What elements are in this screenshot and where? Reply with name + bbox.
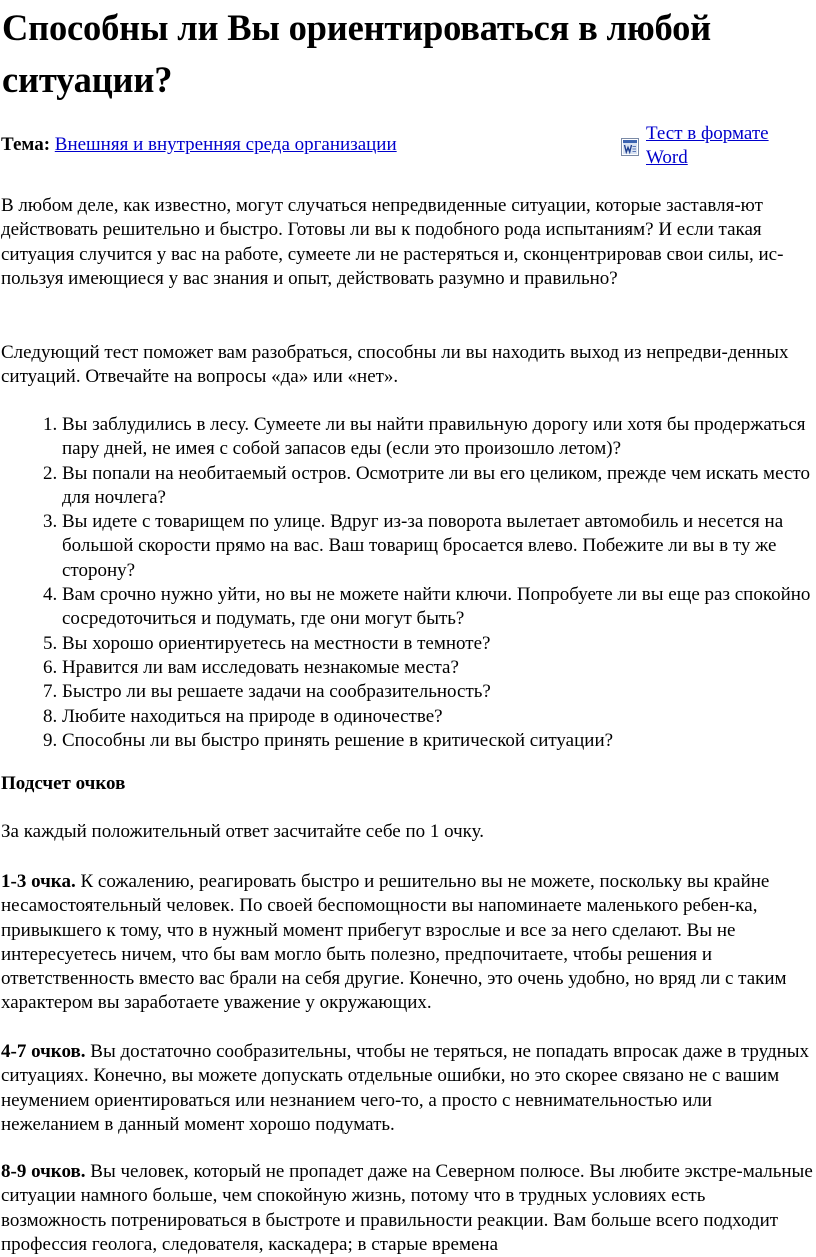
page-title: Способны ли Вы ориентироваться в любой ситуации? (2, 7, 711, 100)
topic-row (0, 123, 816, 180)
list-item: 1. Вы заблудились в лесу. Сумеете ли вы найти правильную дорогу или хотя бы продержаться пару дней, не имея с собой запасов еды (если это произошло летом)? (62, 413, 814, 462)
result-paragraph (1, 1040, 814, 1137)
intro-paragraph: В любом деле, как известно, могут случаться непредвиденные ситуации, которые заставля-ют действовать решительно и быстро. Готовы ли вы к подобного рода испытаниям? И если такая ситуация случится у вас на работе, сумеете ли не растеряться и, сконцентрировав свои силы, ис-пользуя имеющиеся у вас знания и опыт, действовать разумно и правильно? (1, 195, 784, 289)
list-item: 5. Вы хорошо ориентируетесь на местности в темноте? (62, 632, 814, 656)
topic-link[interactable]: Внешняя и внутренняя среда организации (54, 134, 397, 155)
list-item: 9. Способны ли вы быстро принять решение в критической ситуации? (62, 729, 814, 753)
result-range: 4-7 очков. (1, 1041, 86, 1062)
word-format-link[interactable]: Тест в формате Word (646, 123, 769, 168)
list-item: 6. Нравится ли вам исследовать незнакомые места? (62, 656, 814, 680)
result-range: 1-3 очка. (1, 871, 76, 892)
result-text: К сожалению, реагировать быстро и решительно вы не можете, поскольку вы крайне несамостоятельный человек. По своей беспомощности вы напоминаете маленького ребен-ка, привыкшего к тому, что в нужный момент прибегут взрослые и все за него сделают. Вы не интересуетесь ничем, что бы вам могло быть полезно, предпочитаете, чтобы решения и ответственность вместо вас брали на себя другие. Конечно, это очень удобно, но вряд ли с таким характером вы заработаете уважение у окружающих. (1, 871, 787, 1014)
instructions-paragraph: Следующий тест поможет вам разобраться, способны ли вы находить выход из непредви-денных ситуаций. Отвечайте на вопросы «да» или «нет». (1, 342, 789, 388)
word-doc-icon[interactable] (621, 138, 639, 156)
result-text: Вы достаточно сообразительны, чтобы не теряться, не попадать впросак даже в трудных ситуациях. Конечно, вы можете допускать отдельные ошибки, но это скорее связано не с вашим неумением ориентироваться или незнанием чего-то, а просто с невнимательностью или нежеланием в данный момент хорошо подумать. (1, 1041, 810, 1135)
list-item: 3. Вы идете с товарищем по улице. Вдруг из-за поворота вылетает автомобиль и несется на большой скорости прямо на вас. Ваш товарищ бросается влево. Побежите ли вы в ту же сторону? (62, 510, 814, 583)
list-item: 2. Вы попали на необитаемый остров. Осмотрите ли вы его целиком, прежде чем искать место для ночлега? (62, 462, 814, 511)
topic (1, 133, 397, 157)
list-item: 4. Вам срочно нужно уйти, но вы не можете найти ключи. Попробуете ли вы еще раз спокойно сосредоточиться и подумать, где они могут быть? (62, 583, 814, 632)
result-range: 8-9 очков. (1, 1161, 86, 1182)
list-item: 8. Любите находиться на природе в одиночестве? (62, 705, 814, 729)
topic-label: Тема: (1, 134, 51, 155)
scoring-heading: Подсчет очков (1, 773, 126, 794)
result-text: Вы человек, который не пропадет даже на Северном полюсе. Вы любите экстре-мальные ситуации намного больше, чем спокойную жизнь, потому что в трудных условиях есть возможность потренироваться в быстроте и правильности реакции. Вам больше всего подходит профессия геолога, следователя, каскадера; в старые времена (1, 1161, 813, 1255)
result-paragraph (1, 1160, 814, 1257)
result-paragraph (1, 870, 814, 1016)
list-item: 7. Быстро ли вы решаете задачи на сообразительность? (62, 680, 814, 704)
scoring-rule: За каждый положительный ответ засчитайте себе по 1 очку. (1, 821, 484, 842)
questions-list (0, 413, 814, 753)
